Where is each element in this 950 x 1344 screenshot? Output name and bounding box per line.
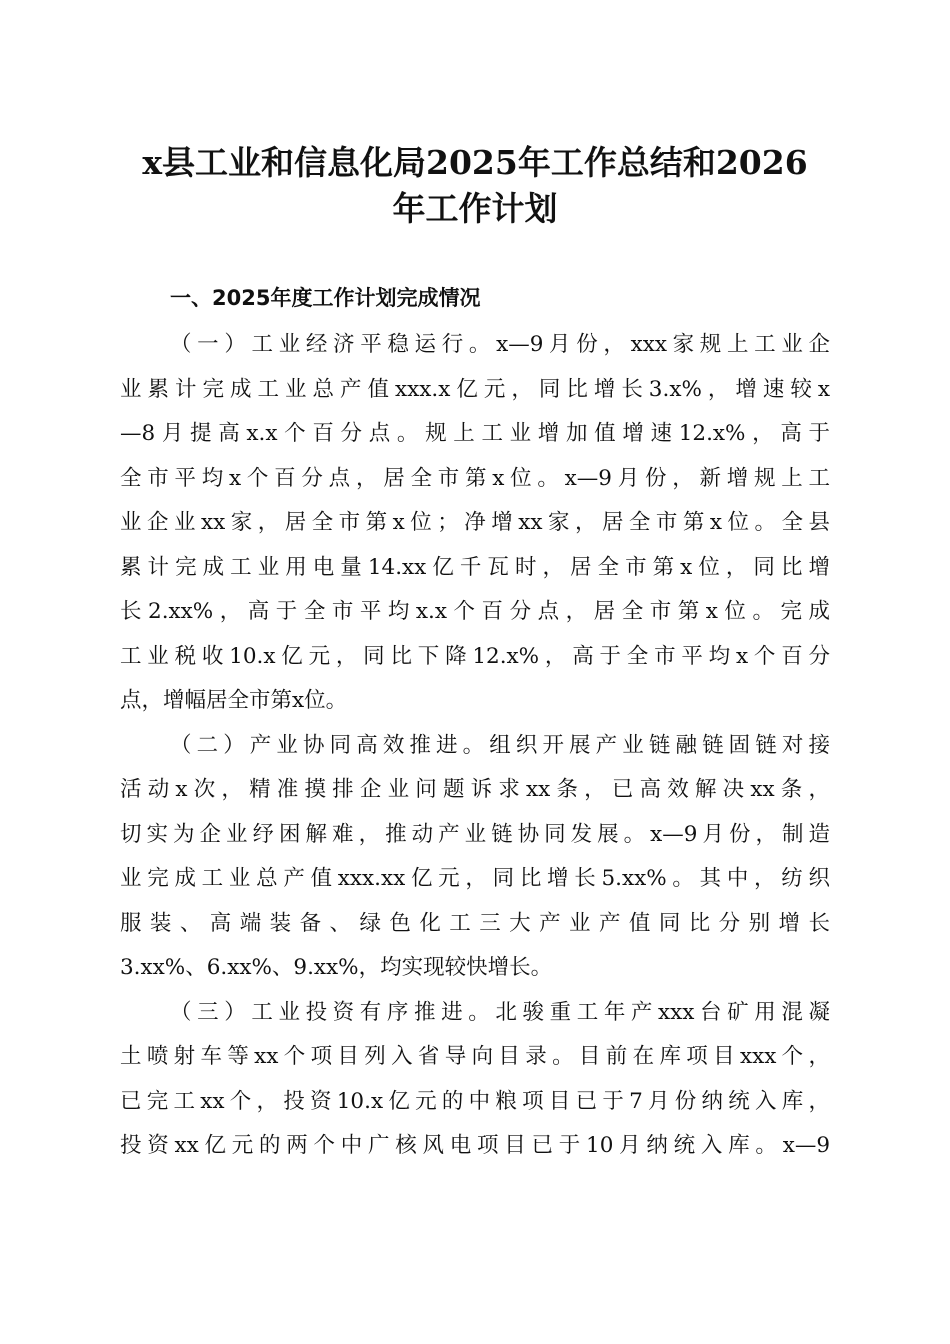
title-line-2: 年工作计划 bbox=[392, 189, 558, 228]
paragraph-line: 活动x次，精准摸排企业问题诉求xx条，已高效解决xx条， bbox=[120, 777, 830, 802]
paragraph-line: （一）工业经济平稳运行。x—9月份，xxx家规上工业企 bbox=[170, 332, 830, 357]
paragraph-line: 业累计完成工业总产值xxx.x亿元，同比增长3.x%，增速较x bbox=[120, 376, 830, 402]
document-body bbox=[120, 323, 830, 1169]
paragraph-line: 已完工xx个，投资10.x亿元的中粮项目已于7月份纳统入库， bbox=[120, 1088, 830, 1114]
paragraph-line: 业企业xx家，居全市第x位；净增xx家，居全市第x位。全县 bbox=[120, 510, 830, 535]
paragraph-line: 服装、高端装备、绿色化工三大产业产值同比分别增长 bbox=[120, 910, 830, 936]
paragraph-line: 累计完成工业用电量14.xx亿千瓦时，居全市第x位，同比增 bbox=[120, 554, 830, 580]
paragraph-line: 全市平均x个百分点，居全市第x位。x—9月份，新增规上工 bbox=[120, 465, 830, 491]
paragraph-line: 3.xx%、6.xx%、9.xx%，均实现较快增长。 bbox=[120, 955, 553, 980]
paragraph-line: 点，增幅居全市第x位。 bbox=[120, 688, 348, 713]
paragraph-3 bbox=[120, 991, 830, 1169]
paragraph-line: 长2.xx%，高于全市平均x.x个百分点，居全市第x位。完成 bbox=[120, 599, 830, 624]
paragraph-line: 切实为企业纾困解难，推动产业链协同发展。x—9月份，制造 bbox=[120, 821, 830, 847]
paragraph-line: 业完成工业总产值xxx.xx亿元，同比增长5.xx%。其中，纺织 bbox=[120, 866, 830, 891]
paragraph-line: 投资xx亿元的两个中广核风电项目已于10月纳统入库。x—9 bbox=[120, 1133, 830, 1158]
document-title bbox=[100, 140, 850, 232]
paragraph-line: 工业税收10.x亿元，同比下降12.x%，高于全市平均x个百分 bbox=[120, 643, 830, 669]
paragraph-line: （三）工业投资有序推进。北骏重工年产xxx台矿用混凝 bbox=[170, 999, 830, 1025]
paragraph-line: —8月提高x.x个百分点。规上工业增加值增速12.x%，高于 bbox=[120, 421, 830, 446]
section-heading: 一、2025年度工作计划完成情况 bbox=[170, 286, 481, 310]
paragraph-2 bbox=[120, 724, 830, 991]
title-line-1: x县工业和信息化局2025年工作总结和2026 bbox=[142, 143, 808, 182]
paragraph-line: 土喷射车等xx个项目列入省导向目录。目前在库项目xxx个， bbox=[120, 1044, 830, 1069]
paragraph-1 bbox=[120, 323, 830, 724]
paragraph-line: （二）产业协同高效推进。组织开展产业链融链固链对接 bbox=[170, 732, 830, 758]
